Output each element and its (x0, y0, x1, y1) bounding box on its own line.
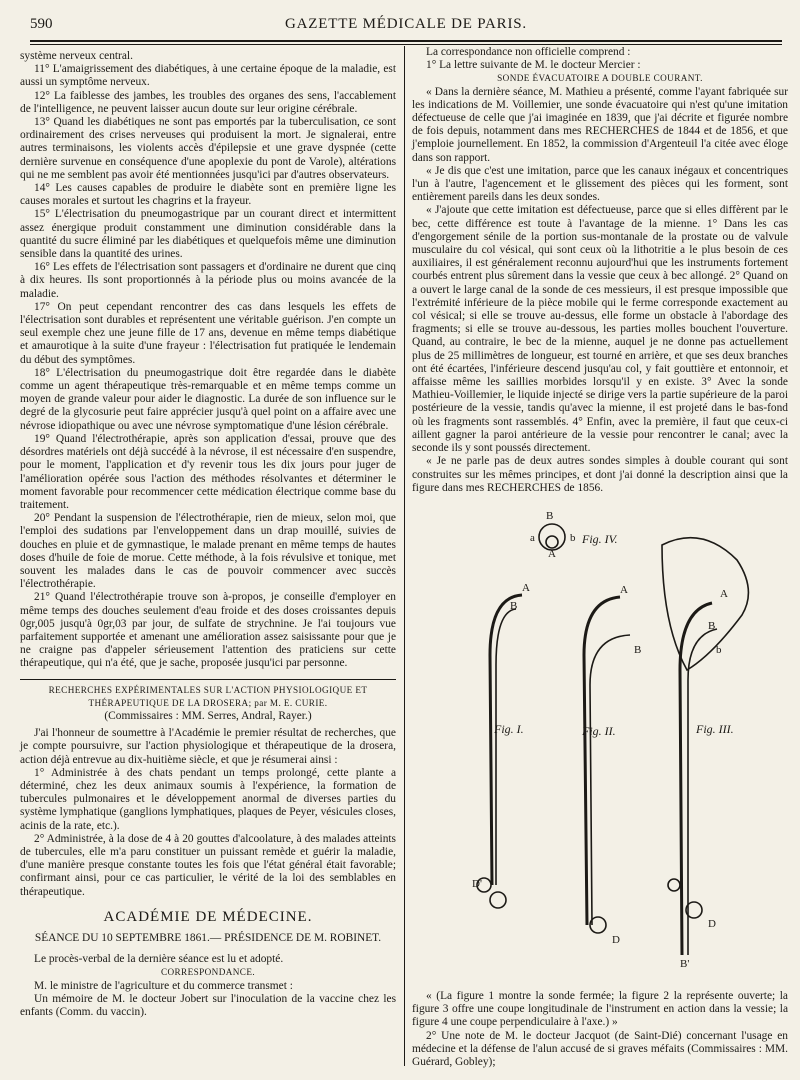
seance-line: SÉANCE DU 10 SEPTEMBRE 1861.— PRÉSIDENCE DE M. ROBINET. (34, 932, 382, 944)
fig4-label-B: B (546, 510, 554, 522)
paragraph: 1° Administrée à des chats pendant un temps prolongé, cette plante a déterminé, chez les deux animaux soumis à l'expérience, la formation de tubercules pulmonaires et le développement anormal de diverses parties du système lymphatique (ganglions lymphatiques, plaques de Peyer, vésicules closes, acinis de la rate, etc.). (20, 766, 396, 832)
fig4-label-a: a (530, 532, 535, 544)
paragraph: 17° On peut cependant rencontrer des cas dans lesquels les effets de l'électrisation sont durables et représentent une véritable guérison. J'en compte un seul exemple chez une jeune fille de 17 ans, devenue en même temps diabétique et amaurotique à la suite d'une frayeur : l'électrisation fut pratiquée le lendemain du début des symptômes. (20, 300, 396, 366)
page-header (30, 16, 782, 38)
column-divider (404, 46, 405, 1066)
fig4-inner-ring (546, 536, 558, 548)
fig3-inner-tube (688, 629, 717, 955)
sonde-title: SONDE ÉVACUATOIRE A DOUBLE COURANT. (497, 73, 703, 84)
paragraph: 11° L'amaigrissement des diabétiques, à une certaine époque de la maladie, est aussi un symptôme nerveux. (20, 63, 396, 89)
paragraph: Le procès-verbal de la dernière séance est lu et adopté. (34, 953, 284, 966)
paragraph: 2° Administrée, à la dose de 4 à 20 gouttes d'alcoolature, à des malades atteints de tubercules, elle m'a paru constituer un puissant remède et guérir la maladie, d'une manière presque constante toutes les fois que l'état général était favorable; confirmant ainsi, pour ce cas particulier, le vérité de la loi des semblables en thérapeutique. (20, 832, 396, 898)
drosera-article-title: RECHERCHES EXPÉRIMENTALES SUR L'ACTION PHYSIOLOGIQUE ET THÉRAPEUTIQUE DE LA DROSERA; par M. E. CURIE. (48, 684, 368, 708)
paragraph: Un mémoire de M. le docteur Jobert sur l'inoculation de la vaccine chez les enfants (Comm. du vaccin). (20, 992, 396, 1019)
correspondance-heading: CORRESPONDANCE. (160, 967, 256, 978)
header-rule-thin (30, 44, 782, 45)
fig1-inner-tube (496, 609, 516, 885)
section-rule (20, 679, 396, 680)
fig3-label-B: B (708, 620, 716, 632)
figure-caption (412, 990, 788, 1069)
fig1-ring (490, 892, 506, 908)
fig3-label-B-prime: B' (680, 958, 690, 970)
fig2-label-D: D (612, 934, 620, 946)
paragraph: « Je dis que c'est une imitation, parce que les canaux inégaux et concentriques l'un à l'autre, l'agencement et le glissement des pièces qui les forment, sont entièrement pareils dans les deux sondes. (412, 164, 788, 204)
fig4-outer-ring (539, 524, 565, 550)
paragraph: 16° Les effets de l'électrisation sont passagers et d'ordinaire ne durent que cinq à dix heures. Ils sont proportionnés à la période plus ou moins avancée de la maladie. (20, 261, 396, 300)
fig1-label-B: B (510, 600, 518, 612)
paragraph: M. le ministre de l'agriculture et du commerce transmet : (34, 979, 293, 992)
commissaires-line: (Commissaires : MM. Serres, Andral, Rayer.) (104, 709, 312, 722)
fig4-title: Fig. IV. (582, 532, 618, 546)
paragraph: 13° Quand les diabétiques ne sont pas emportés par la tuberculisation, ce sont ordinairement des crises nerveuses qui produisent la mort. Je signalerai, entre autres terminaisons, les violents accès d'épilepsie et une grave dyspnée (cette dernière survenue en conséquence d'une apoplexie du pont de Varole), altérations qui ne me semblent pas avoir été mentionnées jusqu'ici par d'autres observateurs. (20, 116, 396, 181)
academy-heading: ACADÉMIE DE MÉDECINE. (103, 908, 313, 925)
fig1-title: Fig. I. (494, 722, 524, 736)
fig3-ring-small (668, 879, 680, 891)
page-number: 590 (30, 16, 53, 32)
note-paragraph: 2° Une note de M. le docteur Jacquot (de Saint-Dié) concernant l'usage en médecine et la défense de l'alun accusé de si graves méfaits (Commissaires : MM. Guérard, Gobley); (412, 1029, 788, 1069)
fig3-label-b: b (716, 644, 722, 656)
fig1-catheter (490, 595, 522, 885)
caption-text: « (La figure 1 montre la sonde fermée; la figure 2 la représente ouverte; la figure 3 offre une coupe longitudinale de l'instrument en action dans la vessie; la figure 4 une coupe perpendiculaire à l'axe.) » (412, 990, 788, 1029)
fig3-label-D: D (708, 918, 716, 930)
header-rule (30, 40, 782, 42)
paragraph: « J'ajoute que cette imitation est défectueuse, parce que si elles diffèrent par le bec, cette différence est toute à l'avantage de la mienne. 1° Dans les cas d'engorgement sénile de la portion sus-montanale de la prostate ou de valvule musculaire du col vésical, qui sont ceux où la lithotritie a le plus besoin de ces auxiliaires, il est généralement reconnu aujourd'hui que les instruments fortement courbés entrent plus sûrement dans la vessie que ceux à bec allongé. 2° Quand on a ouvert le large canal de la sonde de ces messieurs, il est presque impossible que l'extrémité inférieure de la pièce mobile qui le ferme corresponde exactement au col vésical; si elle se trouve au-dessus, elle forme un obstacle à l'abordage des fragments; si elle se trouve au-dessous, les parties molles bouchent l'ouverture. Quand, au contraire, le bec de la mienne, auquel je ne donne pas actuellement plus de 25 millimètres de longueur, est tourné en arrière, et que ses deux branches ont été écartées, l'inférieure descend jusqu'au col, y fait gouttière et entonnoir, et affaisse même les saillies morbides lorsqu'il y en existe. 3° Avec la sonde Mathieu-Voillemier, le liquide injecté se dirige vers la partie supérieure de la paroi postérieure de la vessie, tandis qu'avec la mienne, il est projeté dans le bas-fond où les fragments sont rassemblés. 4° Enfin, avec la première, il faut que ceux-ci aillent gagner la paroi antérieure de la vessie pour rencontrer le canal; avec la seconde ils y sont poussés directement. (412, 204, 788, 455)
fig2-label-B: B (634, 644, 642, 656)
paragraph: 15° L'électrisation du pneumogastrique par un courant direct et intermittent assez énergique produit constamment une diminution considérable dans la quantité du sucre éliminé par les diabétiques et quelquefois même une diminution sensible dans la quantité des urines. (20, 208, 396, 261)
paragraph: 18° L'électrisation du pneumogastrique doit être regardée dans le diabète comme un agent thérapeutique très-remarquable et en même temps comme un moyen de grande valeur pour aider le diagnostic. La durée de son influence sur le degré de la glycosurie peut faire apprécier jusqu'à quel point on a affaire avec une névrose idiopathique ou avec une névrose symptomatique d'une lésion cérébrale. (20, 366, 396, 432)
paragraph: 1° La lettre suivante de M. le docteur Mercier : (426, 59, 641, 72)
paragraph: « Je ne parle pas de deux autres sondes simples à double courant qui sont construites sur les mêmes principes, et dont j'ai donné la description ainsi que la figure dans mes RECHERCHES de 1856. (412, 455, 788, 494)
paragraph: « Dans la dernière séance, M. Mathieu a présenté, comme l'ayant fabriquée sur les indications de M. Voillemier, une sonde évacuatoire qui n'est qu'une imitation défectueuse de celle que j'ai imaginée en 1839, que j'ai décrite et figurée nombre de fois depuis, notamment dans mes RECHERCHES de 1844 et de 1856, et que j'emploie journellement. En 1852, la commission d'Argenteuil l'a citée avec éloge dans son rapport. (412, 85, 788, 164)
paragraph: J'ai l'honneur de soumettre à l'Académie le premier résultat de recherches, que je compte poursuivre, sur l'action physiologique et thérapeutique de la drosera, action déjà entrevue au dix-huitième siècle, et que je résumerai ainsi : (20, 727, 396, 766)
sonde-figure-illustration (412, 505, 784, 985)
fig3-label-A: A (720, 588, 728, 600)
right-column (412, 46, 788, 495)
fig1-label-D: D' (472, 878, 482, 890)
paragraph: 20° Pendant la suspension de l'électrothérapie, rien de mieux, selon moi, que l'emploi des sudations par l'enveloppement dans un drap mouillé, suivies de douches en pluie et de gymnastique, le malade prenant en même temps de hautes doses d'huile de foie de morue. Cette méthode, à la fois révulsive et tonique, met souvent les malades dans le cas de pouvoir commencer avec succès l'électrothérapie. (20, 512, 396, 591)
journal-title: GAZETTE MÉDICALE DE PARIS. (285, 16, 527, 32)
fig4-label-b: b (570, 532, 576, 544)
paragraph: 21° Quand l'électrothérapie trouve son à-propos, je conseille d'employer en même temps des douches seulement d'eau froide et des doses croissantes depuis 0gr,005 jusqu'à 0gr,03 par jour, de sulfate de strychnine. Je l'ai toujours vue parfaitement supportée et amenant une amélioration assez saisissante pour que je ne craigne pas d'appeler sérieusement l'attention des praticiens sur cette thérapeutique, qui n'a été, que je sache, proposée jusqu'ici par personne. (20, 591, 396, 670)
paragraph: La correspondance non officielle comprend : (426, 46, 631, 58)
fig3-title: Fig. III. (696, 722, 734, 736)
left-column (20, 50, 396, 1019)
paragraph: 14° Les causes capables de produire le diabète sont en première ligne les causes morales et surtout les chagrins et la frayeur. (20, 182, 396, 208)
fig2-title: Fig. II. (582, 724, 616, 738)
paragraph: 19° Quand l'électrothérapie, après son application d'essai, prouve que des désordres matériels ont déjà succédé à la névrose, il est nécessaire d'en suspendre, pour le moment, l'application et d'y revenir tous les dix jours pour juger de l'amélioration opérée sous l'action des méthodes résolvantes et déterminer le moment favorable pour recommencer cette médication électrique comme base du traitement. (20, 432, 396, 511)
fig1-label-A: A (522, 582, 530, 594)
fig2-label-A: A (620, 584, 628, 596)
paragraph: système nerveux central. (20, 50, 133, 62)
fig2-ring (590, 917, 606, 933)
fig2-inner-tube (590, 635, 630, 925)
paragraph: 12° La faiblesse des jambes, les troubles des organes des sens, l'accablement de l'intelligence, ne peuvent laisser aucun doute sur leur origine cérébrale. (20, 89, 396, 115)
fig4-label-A: A (548, 548, 556, 560)
